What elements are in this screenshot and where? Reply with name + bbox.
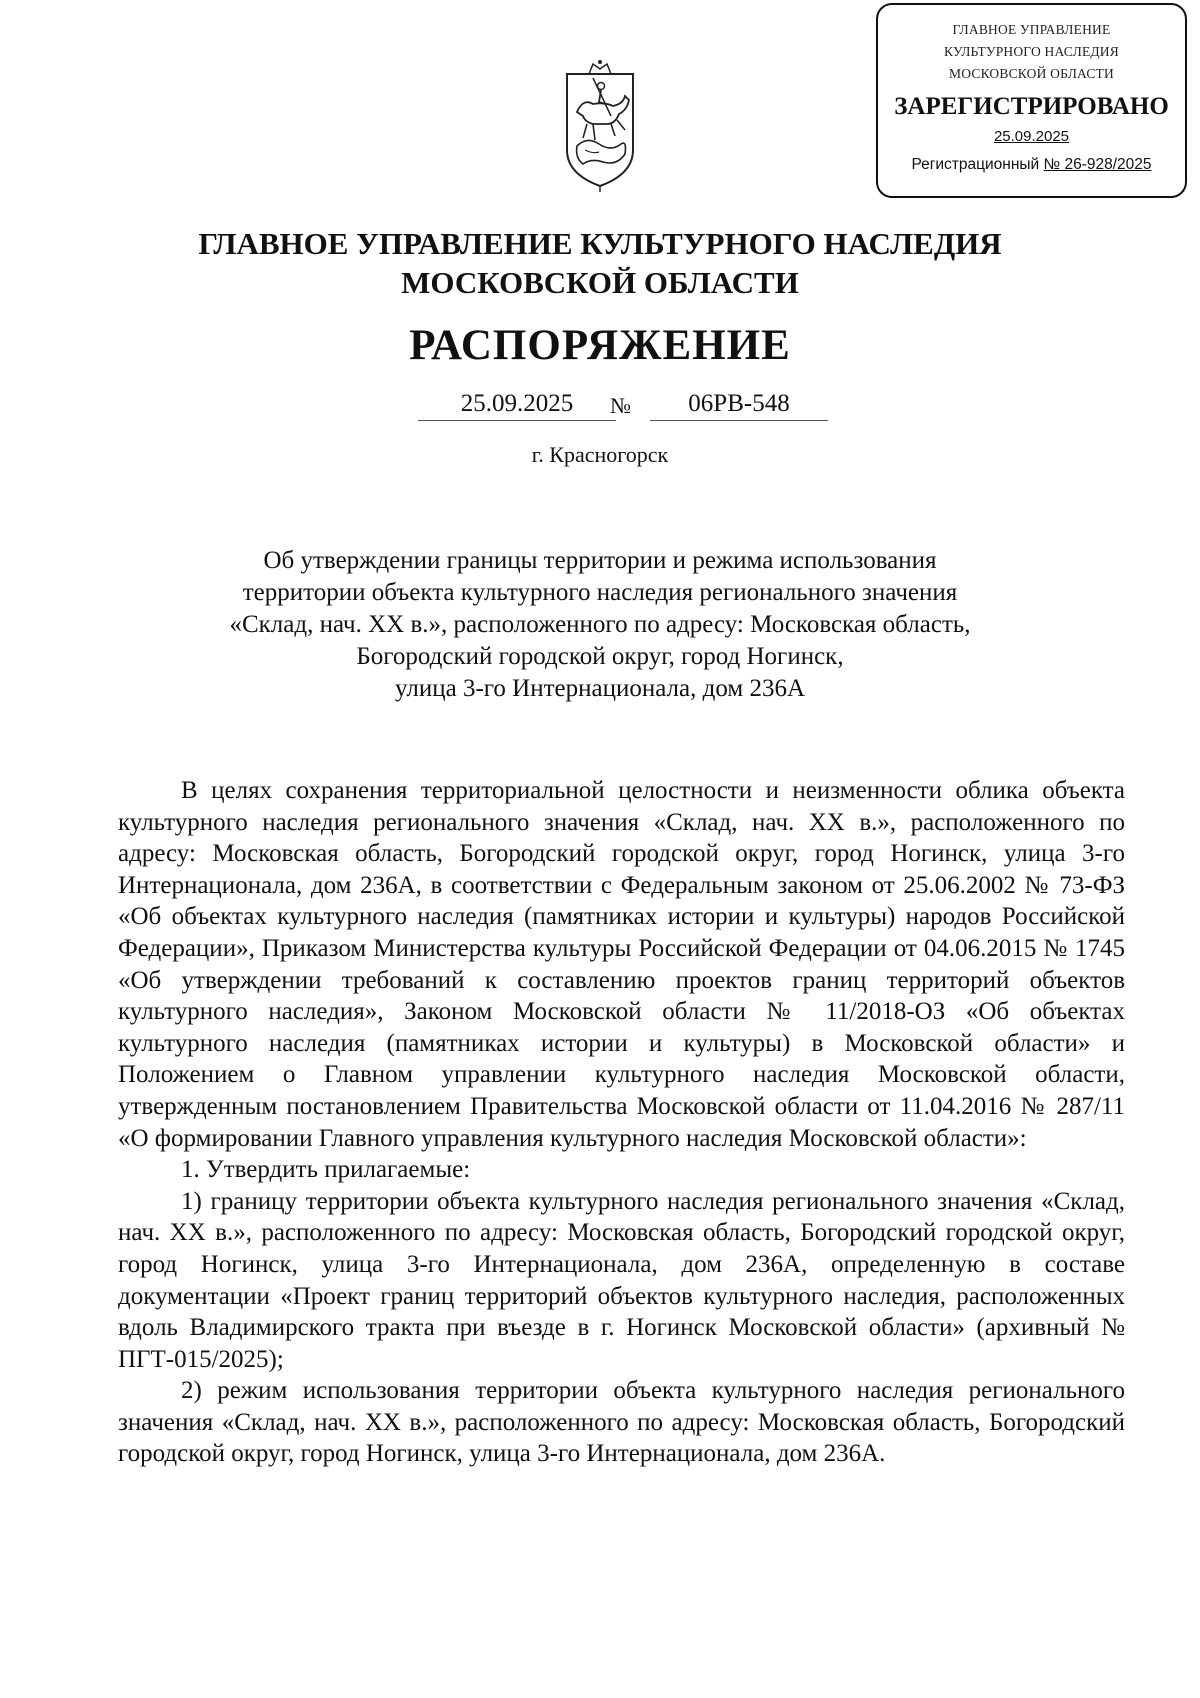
item-1-1: 1) границу территории объекта культурного наследия регионального значения «Склад, нач. XX в.», расположенного по адресу: Московская область, Богородский городской округ, город Ногинск, улица 3-го Интернационала, дом 236А, определенную в составе документации «Проект границ территорий объектов культурного наследия, расположенных вдоль Владимирского тракта при въезде в г. Ногинск Московской области» (архивный № ПГТ-015/2025); [118,1187,1125,1373]
coat-of-arms-emblem [563,58,637,194]
preamble-paragraph: В целях сохранения территориальной целостности и неизменности облика объекта культурного наследия регионального значения «Склад, нач. XX в.», расположенного по адресу: Московская область, Богородский городской округ, город Ногинск, улица 3-го Интернационала, дом 236А, в соответствии с Федеральным законом от 25.06.2002 № 73-ФЗ «Об объектах культурного наследия (памятниках истории и культуры) народов Российской Федерации», Приказом Министерства культуры Российской Федерации от 04.06.2015 № 1745 «Об утверждении требований к составлению проектов границ территорий объектов культурного наследия», Законом Московской области № 11/2018-ОЗ «Об объектах культурного наследия (памятниках истории и культуры) в Московской области» и Положением о Главном управлении культурного наследия Московской области, утвержденным постановлением Правительства Московской области от 11.04.2016 № 287/11 «О формировании Главного управления культурного наследия Московской области»: [118,777,1125,1152]
number-sign: № [610,393,631,418]
org-title-line1: ГЛАВНОЕ УПРАВЛЕНИЕ КУЛЬТУРНОГО НАСЛЕДИЯ [198,226,1002,261]
document-body [118,775,1125,1470]
item-1-2: 2) режим использования территории объекта культурного наследия регионального значения «Склад, нач. XX в.», расположенного по адресу: Московская область, Богородский городской округ, город Ногинск, улица 3-го Интернационала, дом 236А. [118,1377,1125,1468]
date-number-row [0,388,1200,424]
stamp-reg-label: Регистрационный [911,156,1040,173]
stamp-reg-number: № 26-928/2025 [1043,156,1152,173]
subject-line: Об утверждении границы территории и режима использования [263,547,937,574]
document-subject [0,545,1200,705]
document-number: 06РВ-548 [650,388,828,421]
subject-line: улица 3-го Интернационала, дом 236А [394,675,805,702]
stamp-org-line: ГЛАВНОЕ УПРАВЛЕНИЕ [952,22,1111,37]
subject-line: «Склад, нач. XX в.», расположенного по адресу: Московская область, [229,611,971,638]
subject-line: территории объекта культурного наследия регионального значения [242,579,958,606]
document-date: 25.09.2025 [418,388,616,421]
registration-stamp [876,3,1187,198]
item-1: 1. Утвердить прилагаемые: [181,1156,471,1184]
stamp-org-line: МОСКОВСКОЙ ОБЛАСТИ [949,66,1114,81]
document-type-title: РАСПОРЯЖЕНИЕ [409,322,791,369]
stamp-registered: ЗАРЕГИСТРИРОВАНО [894,93,1169,120]
city: г. Красногорск [531,442,669,467]
stamp-registration-line [878,153,1185,177]
subject-line: Богородский городской округ, город Ногинск, [356,643,844,670]
stamp-org-line: КУЛЬТУРНОГО НАСЛЕДИЯ [944,44,1119,59]
moscow-oblast-coat-of-arms-icon [563,58,637,194]
stamp-date: 25.09.2025 [993,128,1070,145]
org-title-line2: МОСКОВСКОЙ ОБЛАСТИ [401,265,799,300]
